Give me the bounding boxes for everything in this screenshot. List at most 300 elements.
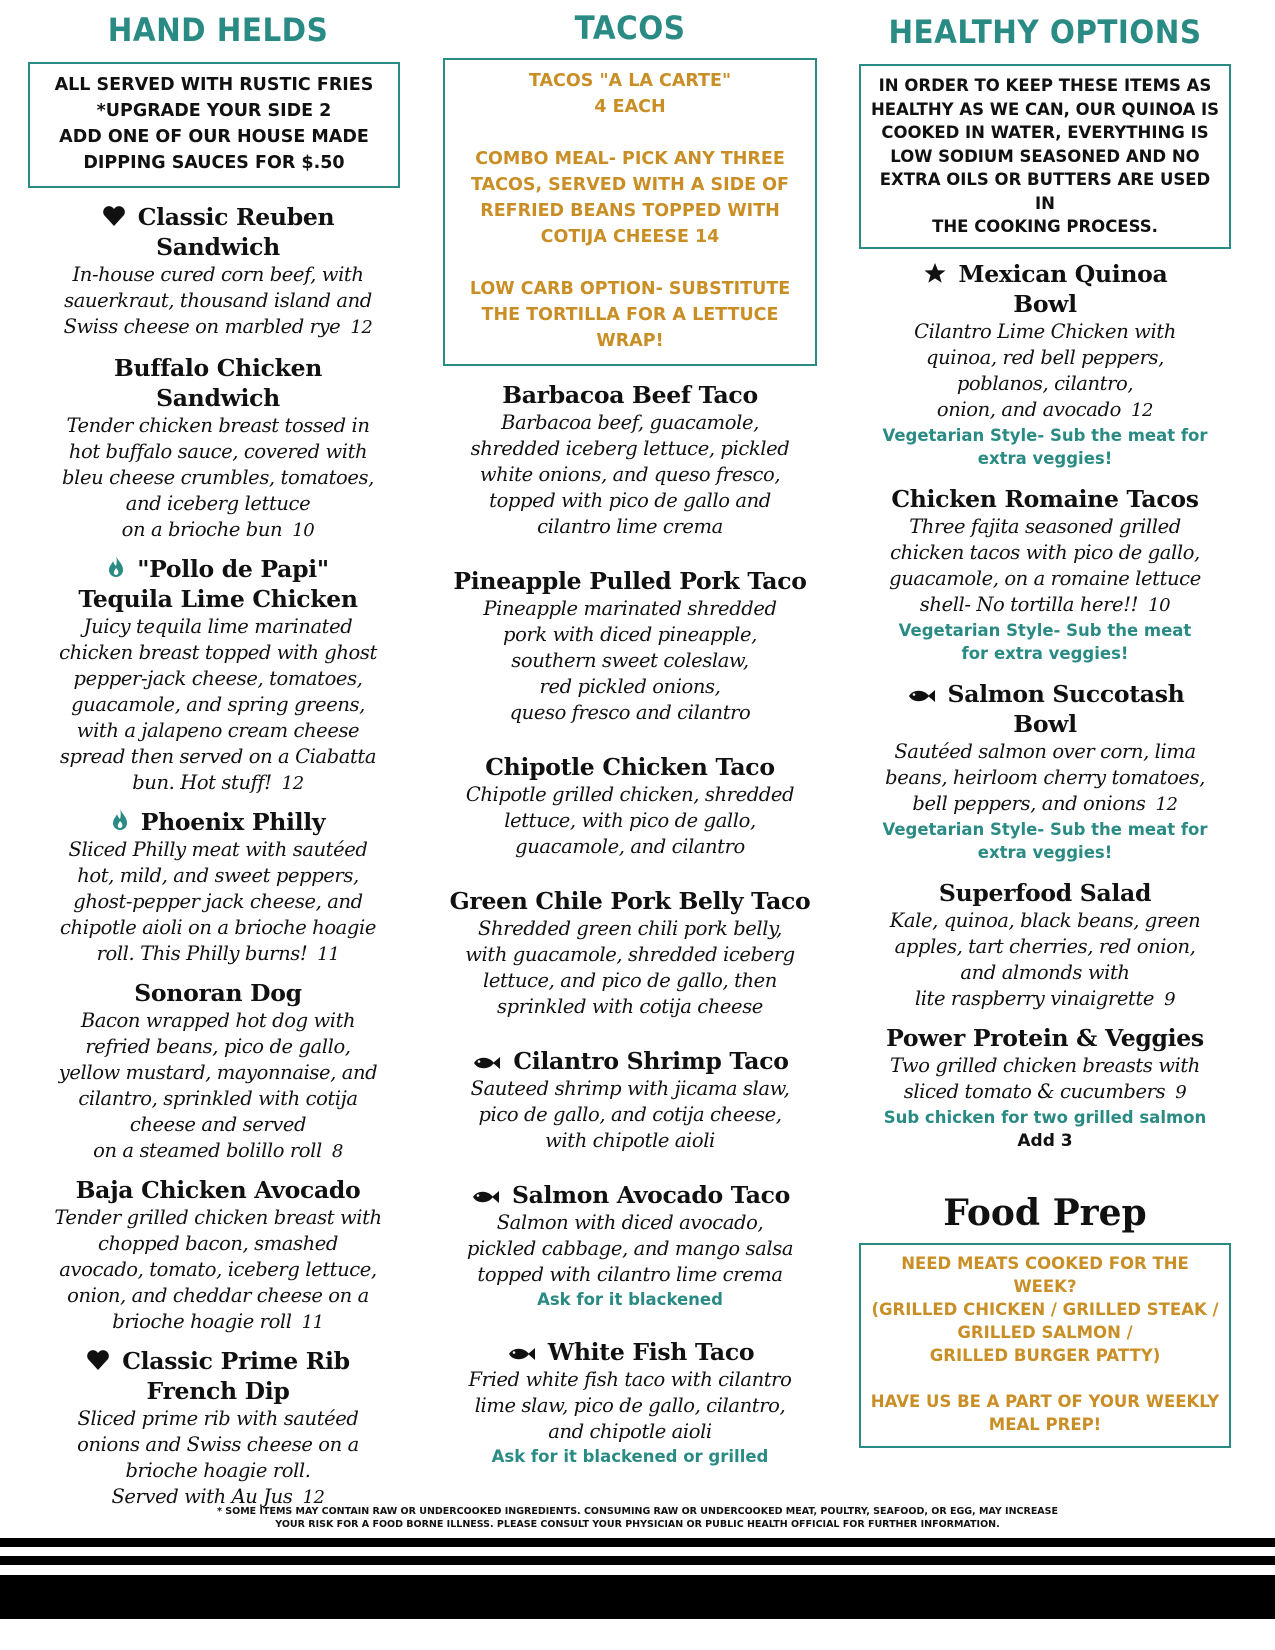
tacos-info-box	[443, 58, 817, 366]
item-price: 12	[1130, 399, 1154, 421]
item-name-text: Bowl	[1013, 709, 1077, 738]
item-description	[850, 739, 1240, 765]
info-line: TACOS, SERVED WITH A SIDE OF	[471, 175, 789, 195]
item-description-text: hot buffalo sauce, covered with	[68, 440, 368, 463]
item-name-text: Sandwich	[156, 384, 280, 412]
item-description	[440, 1102, 820, 1128]
item-description	[28, 614, 408, 640]
info-line: IN ORDER TO KEEP THESE ITEMS AS	[878, 76, 1212, 95]
item-description-text: guacamole, on a romaine lettuce	[889, 566, 1201, 590]
item-description	[28, 744, 408, 770]
item-note: Vegetarian Style- Sub the meat	[898, 620, 1192, 640]
item-description	[28, 1257, 408, 1283]
item-description	[28, 1112, 408, 1138]
item-name-text: "Pollo de Papi"	[137, 555, 329, 583]
item-name-text: Chicken Romaine Tacos	[891, 484, 1199, 513]
footer-stripe-top	[0, 1538, 1275, 1547]
item-description-text: Sliced Philly meat with sautéed	[68, 838, 368, 861]
item-name-text: Tequila Lime Chicken	[78, 585, 358, 613]
item-description	[28, 262, 408, 288]
food-prep-paragraph	[867, 1252, 1223, 1367]
item-description-text: spread then served on a Ciabatta	[59, 745, 377, 768]
menu-item	[28, 353, 408, 544]
item-description	[440, 942, 820, 968]
item-description	[28, 915, 408, 941]
item-description	[28, 1309, 408, 1336]
food-prep-title: Food Prep	[943, 1191, 1147, 1234]
item-description	[440, 1262, 820, 1288]
info-line: EXTRA OILS OR BUTTERS ARE USED IN	[879, 170, 1211, 213]
item-description-text: hot, mild, and sweet peppers,	[77, 864, 359, 887]
item-description-text: Sliced prime rib with sautéed	[77, 1407, 359, 1430]
item-description-text: on a steamed bolillo roll	[93, 1139, 322, 1162]
healthy-items	[850, 259, 1240, 1153]
item-description	[440, 514, 820, 540]
menu-item	[850, 484, 1240, 665]
item-description	[28, 1205, 408, 1231]
item-description	[850, 1079, 1240, 1106]
item-description-text: Salmon with diced avocado,	[496, 1211, 764, 1234]
item-description	[28, 692, 408, 718]
menu-item	[440, 380, 820, 540]
item-description	[440, 1393, 820, 1419]
item-price: 11	[317, 944, 340, 965]
item-description-text: topped with pico de gallo and	[489, 489, 771, 512]
item-description	[850, 371, 1240, 397]
item-description	[850, 791, 1240, 818]
food-prep-line: MEAL PREP!	[988, 1414, 1102, 1434]
item-description	[850, 514, 1240, 540]
item-name-text: Salmon Avocado Taco	[511, 1181, 791, 1209]
item-description-text: Swiss cheese on marbled rye	[63, 315, 341, 338]
info-line: LOW SODIUM SEASONED AND NO	[890, 146, 1200, 166]
item-name-text: Green Chile Pork Belly Taco	[449, 887, 811, 915]
item-description-text: Shredded green chili pork belly,	[478, 917, 782, 940]
food-prep-line: GRILLED SALMON /	[957, 1322, 1133, 1342]
item-price: 12	[350, 317, 373, 338]
menu-item	[440, 752, 820, 860]
food-prep-line: NEED MEATS COOKED FOR THE WEEK?	[901, 1253, 1189, 1296]
item-description	[440, 968, 820, 994]
item-description-text: bun. Hot stuff!	[132, 771, 272, 794]
item-name-text: Salmon Succotash	[947, 679, 1185, 708]
item-name	[850, 878, 1240, 908]
menu-item	[850, 259, 1240, 470]
tacos-items	[440, 380, 820, 1468]
item-name	[28, 1346, 408, 1376]
flame-icon	[107, 555, 125, 579]
menu-item	[28, 1346, 408, 1511]
menu-item	[440, 1337, 820, 1468]
info-line: REFRIED BEANS TOPPED WITH	[480, 201, 780, 221]
disclaimer-line: YOUR RISK FOR A FOOD BORNE ILLNESS. PLEASE CONSULT YOUR PHYSICIAN OR PUBLIC HEALTH OFFICIAL FOR FURTHER INFORMATION.	[275, 1519, 1000, 1530]
item-description	[28, 314, 408, 341]
item-description	[440, 410, 820, 436]
menu-item	[28, 1175, 408, 1336]
info-line: LOW CARB OPTION- SUBSTITUTE	[469, 279, 791, 299]
item-description	[440, 916, 820, 942]
info-line: 4 EACH	[594, 97, 666, 117]
item-name	[28, 807, 408, 837]
info-line: DIPPING SAUCES FOR $.50	[83, 153, 345, 173]
footer-stripe-middle	[0, 1556, 1275, 1565]
menu-item	[440, 1180, 820, 1311]
item-description	[28, 517, 408, 544]
item-description	[440, 622, 820, 648]
info-line: ADD ONE OF OUR HOUSE MADE	[59, 127, 369, 147]
item-note: Vegetarian Style- Sub the meat for	[882, 819, 1208, 839]
item-note: extra veggies!	[977, 842, 1113, 862]
item-description-text: Sauteed shrimp with jicama slaw,	[470, 1077, 790, 1100]
item-description-text: chopped bacon, smashed	[97, 1232, 339, 1255]
item-description-text: Bacon wrapped hot dog with	[80, 1009, 356, 1032]
info-line: COMBO MEAL- PICK ANY THREE	[475, 149, 785, 169]
item-name-text: Chipotle Chicken Taco	[485, 753, 775, 781]
fish-icon	[906, 688, 936, 704]
item-description-text: Served with Au Jus	[111, 1485, 293, 1508]
menu-item	[850, 1023, 1240, 1153]
item-description-text: quinoa, red bell peppers,	[926, 345, 1164, 369]
menu-item	[28, 978, 408, 1165]
info-line: THE COOKING PROCESS.	[932, 217, 1158, 236]
item-description-text: onions and Swiss cheese on a	[77, 1433, 359, 1456]
item-name-text: Mexican Quinoa	[958, 259, 1168, 288]
item-name	[28, 554, 408, 584]
tacos-title: TACOS	[574, 9, 686, 47]
item-description	[850, 566, 1240, 592]
item-description-text: with a jalapeno cream cheese	[76, 719, 360, 742]
item-description	[28, 413, 408, 439]
item-price: 12	[1155, 793, 1178, 815]
fish-icon	[470, 1189, 500, 1205]
item-description	[28, 1283, 408, 1309]
item-description-text: southern sweet coleslaw,	[511, 649, 749, 672]
item-description-text: apples, tart cherries, red onion,	[894, 934, 1196, 958]
item-price: 10	[292, 520, 315, 541]
item-name	[440, 380, 820, 410]
menu-item	[850, 679, 1240, 864]
item-description-text: poblanos, cilantro,	[956, 371, 1134, 395]
item-description	[440, 648, 820, 674]
item-description-text: Kale, quinoa, black beans, green	[889, 908, 1201, 932]
item-description	[28, 288, 408, 314]
item-name-text: Classic Reuben	[137, 203, 335, 231]
item-description-text: guacamole, and spring greens,	[71, 693, 365, 716]
item-name	[440, 752, 820, 782]
item-description	[28, 863, 408, 889]
item-name	[28, 584, 408, 614]
item-name-text: Bowl	[1013, 289, 1077, 318]
item-note: Vegetarian Style- Sub the meat for	[882, 425, 1208, 445]
item-name	[440, 1046, 820, 1076]
item-description-text: onion, and avocado	[936, 397, 1121, 421]
hand-helds-items	[28, 202, 408, 1511]
item-description-text: and almonds with	[960, 960, 1130, 984]
item-description	[440, 1076, 820, 1102]
fish-icon	[471, 1055, 501, 1071]
item-description-text: Cilantro Lime Chicken with	[914, 319, 1176, 343]
item-description-text: Barbacoa beef, guacamole,	[501, 411, 759, 434]
item-description	[850, 319, 1240, 345]
item-description	[850, 960, 1240, 986]
item-name-text: White Fish Taco	[547, 1338, 755, 1366]
item-description	[850, 934, 1240, 960]
item-description	[28, 1034, 408, 1060]
hand-helds-column	[28, 0, 408, 1511]
menu-item	[28, 807, 408, 968]
item-name-text: Baja Chicken Avocado	[75, 1176, 361, 1204]
item-description-text: Tender grilled chicken breast with	[54, 1206, 382, 1229]
item-description-text: onion, and cheddar cheese on a	[67, 1284, 369, 1307]
item-description-text: Tender chicken breast tossed in	[66, 414, 370, 437]
item-description-text: sliced tomato & cucumbers	[903, 1079, 1166, 1103]
item-description	[28, 1060, 408, 1086]
footer-stripe-bottom	[0, 1575, 1275, 1619]
item-description-text: red pickled onions,	[539, 675, 721, 698]
item-description-text: Two grilled chicken breasts with	[890, 1053, 1200, 1077]
item-description-text: beans, heirloom cherry tomatoes,	[885, 765, 1205, 789]
item-description-text: with chipotle aioli	[545, 1129, 715, 1152]
info-paragraph	[451, 68, 809, 120]
menu-item	[850, 878, 1240, 1013]
item-description	[28, 1231, 408, 1257]
item-description	[28, 941, 408, 968]
item-price: 9	[1175, 1081, 1187, 1103]
item-description-text: brioche hoagie roll.	[125, 1459, 311, 1482]
item-description	[28, 439, 408, 465]
item-description	[850, 1053, 1240, 1079]
item-name	[440, 1337, 820, 1367]
item-description	[28, 889, 408, 915]
item-description	[440, 834, 820, 860]
info-line: HEALTHY AS WE CAN, OUR QUINOA IS	[870, 99, 1220, 119]
info-line: COTIJA CHEESE 14	[540, 227, 720, 247]
item-description-text: pickled cabbage, and mango salsa	[466, 1237, 794, 1260]
item-description-text: guacamole, and cilantro	[515, 835, 745, 858]
tacos-column	[440, 0, 820, 1468]
item-name-text: French Dip	[146, 1377, 290, 1405]
disclaimer-line: * SOME ITEMS MAY CONTAIN RAW OR UNDERCOOKED INGREDIENTS. CONSUMING RAW OR UNDERCOOKED MEAT, POULTRY, SEAFOOD, OR EGG, MAY INCREASE	[217, 1506, 1058, 1517]
item-description-text: bleu cheese crumbles, tomatoes,	[62, 466, 374, 489]
item-description-text: white onions, and queso fresco,	[479, 463, 781, 486]
hand-helds-info-box	[28, 62, 400, 188]
item-description-text: Sautéed salmon over corn, lima	[894, 739, 1196, 763]
item-description-text: bell peppers, and onions	[912, 791, 1146, 815]
item-description	[440, 674, 820, 700]
item-description-text: refried beans, pico de gallo,	[85, 1035, 351, 1058]
item-description-text: Juicy tequila lime marinated	[83, 615, 353, 638]
item-description-text: sauerkraut, thousand island and	[64, 289, 372, 312]
item-description-text: lettuce, with pico de gallo,	[504, 809, 756, 832]
item-description	[440, 488, 820, 514]
healthy-options-column	[850, 0, 1240, 1448]
item-description-text: chicken breast topped with ghost	[59, 641, 377, 664]
item-name-text: Superfood Salad	[938, 878, 1152, 907]
item-name	[850, 484, 1240, 514]
item-description	[440, 1210, 820, 1236]
healthy-info-box	[859, 64, 1231, 249]
item-description-text: topped with cilantro lime crema	[477, 1263, 783, 1286]
item-note: extra veggies!	[977, 448, 1113, 468]
item-note: Sub chicken for two grilled salmon	[883, 1107, 1207, 1127]
item-name-text: Classic Prime Rib	[122, 1347, 350, 1375]
item-description-text: brioche hoagie roll	[112, 1310, 292, 1333]
item-name	[440, 566, 820, 596]
info-line: COOKED IN WATER, EVERYTHING IS	[881, 123, 1209, 142]
food-prep-box	[859, 1243, 1231, 1448]
item-note: Ask for it blackened or grilled	[491, 1447, 769, 1466]
item-description	[850, 397, 1240, 424]
menu-item	[28, 202, 408, 341]
item-description-text: with guacamole, shredded iceberg	[465, 943, 795, 966]
item-name-text: Barbacoa Beef Taco	[502, 381, 758, 409]
item-description-text: and chipotle aioli	[548, 1420, 712, 1443]
item-description-text: and iceberg lettuce	[125, 492, 311, 515]
item-name-text: Phoenix Philly	[140, 808, 326, 836]
item-price: 8	[331, 1141, 343, 1162]
item-description-text: cilantro, sprinkled with cotija	[78, 1087, 358, 1110]
item-description-text: avocado, tomato, iceberg lettuce,	[59, 1258, 377, 1281]
item-description	[440, 994, 820, 1020]
item-description	[850, 540, 1240, 566]
menu-item	[440, 886, 820, 1020]
item-description	[440, 1367, 820, 1393]
item-name-text: Sandwich	[156, 233, 280, 261]
item-description-text: yellow mustard, mayonnaise, and	[58, 1061, 378, 1084]
item-description-text: Three fajita seasoned grilled	[909, 514, 1181, 538]
info-line: ALL SERVED WITH RUSTIC FRIES	[54, 75, 374, 95]
item-description-text: lite raspberry vinaigrette	[914, 986, 1155, 1010]
item-description	[440, 782, 820, 808]
item-description-text: cheese and served	[129, 1113, 307, 1136]
item-description	[28, 770, 408, 797]
item-description	[440, 1236, 820, 1262]
item-description	[28, 640, 408, 666]
item-name-text: Buffalo Chicken	[113, 354, 323, 382]
item-description-text: roll. This Philly burns!	[96, 942, 308, 965]
info-line: *UPGRADE YOUR SIDE 2	[96, 101, 332, 121]
item-price: 9	[1164, 988, 1176, 1010]
item-name	[850, 1023, 1240, 1053]
item-note: for extra veggies!	[961, 643, 1129, 663]
item-add-on: Add 3	[1017, 1130, 1073, 1151]
item-name	[28, 353, 408, 383]
item-description	[440, 700, 820, 726]
item-name	[28, 1175, 408, 1205]
item-name	[850, 259, 1240, 289]
item-description	[850, 986, 1240, 1013]
item-description	[440, 808, 820, 834]
item-description-text: queso fresco and cilantro	[509, 701, 751, 724]
item-description-text: pico de gallo, and cotija cheese,	[478, 1103, 782, 1126]
item-description	[28, 1086, 408, 1112]
item-description-text: Chipotle grilled chicken, shredded	[465, 783, 795, 806]
info-line: THE TORTILLA FOR A LETTUCE	[481, 305, 779, 325]
item-description	[440, 1419, 820, 1445]
item-description	[850, 908, 1240, 934]
info-paragraph	[451, 146, 809, 250]
item-price: 12	[281, 773, 304, 794]
item-description	[440, 1128, 820, 1154]
item-name	[440, 886, 820, 916]
item-description-text: shell- No tortilla here!!	[919, 592, 1139, 616]
item-description	[28, 465, 408, 491]
disclaimer	[0, 1505, 1275, 1531]
item-price: 12	[302, 1487, 325, 1508]
item-description-text: lettuce, and pico de gallo, then	[483, 969, 777, 992]
heart-icon	[102, 205, 126, 227]
item-description	[28, 718, 408, 744]
item-description	[28, 1432, 408, 1458]
item-name-text: Power Protein & Veggies	[886, 1023, 1204, 1052]
item-description	[850, 765, 1240, 791]
info-paragraph	[451, 276, 809, 354]
heart-icon	[86, 1349, 110, 1371]
star-icon	[923, 262, 947, 284]
info-line: TACOS "A LA CARTE"	[528, 71, 732, 91]
item-description-text: ghost-pepper jack cheese, and	[73, 890, 363, 913]
item-description	[440, 596, 820, 622]
item-description	[28, 837, 408, 863]
item-description-text: chipotle aioli on a brioche hoagie	[60, 916, 376, 939]
item-description	[440, 436, 820, 462]
food-prep-line: (GRILLED CHICKEN / GRILLED STEAK /	[871, 1299, 1219, 1319]
item-description-text: In-house cured corn beef, with	[72, 263, 364, 286]
food-prep-line: HAVE US BE A PART OF YOUR WEEKLY	[870, 1391, 1220, 1411]
info-line: WRAP!	[596, 331, 664, 351]
item-description	[28, 1406, 408, 1432]
item-name	[28, 978, 408, 1008]
item-name	[28, 1376, 408, 1406]
item-description-text: pork with diced pineapple,	[503, 623, 757, 646]
menu-item	[440, 566, 820, 726]
flame-icon	[111, 808, 129, 832]
hand-helds-title: HAND HELDS	[107, 11, 329, 49]
menu-item	[28, 554, 408, 797]
item-name-text: Sonoran Dog	[134, 979, 302, 1007]
food-prep-paragraph	[867, 1390, 1223, 1436]
item-name-text: Cilantro Shrimp Taco	[513, 1047, 789, 1075]
item-name	[28, 232, 408, 262]
item-description-text: chicken tacos with pico de gallo,	[890, 540, 1200, 564]
item-description	[440, 462, 820, 488]
item-note: Ask for it blackened	[537, 1290, 723, 1309]
item-description-text: on a brioche bun	[121, 518, 283, 541]
item-description	[850, 345, 1240, 371]
item-description	[850, 592, 1240, 619]
item-name	[440, 1180, 820, 1210]
item-description-text: pepper-jack cheese, tomatoes,	[73, 667, 363, 690]
item-name	[850, 709, 1240, 739]
item-description	[28, 1008, 408, 1034]
item-name-text: Pineapple Pulled Pork Taco	[453, 567, 807, 595]
item-description-text: Fried white fish taco with cilantro	[468, 1368, 792, 1391]
item-name	[850, 679, 1240, 709]
item-price: 11	[301, 1312, 324, 1333]
item-description-text: cilantro lime crema	[537, 515, 723, 538]
item-price: 10	[1148, 594, 1171, 616]
food-prep-line: GRILLED BURGER PATTY)	[929, 1345, 1161, 1365]
item-description-text: shredded iceberg lettuce, pickled	[470, 437, 790, 460]
item-description-text: sprinkled with cotija cheese	[497, 995, 763, 1018]
fish-icon	[506, 1346, 536, 1362]
item-description	[28, 1138, 408, 1165]
item-name	[28, 202, 408, 232]
item-name	[850, 289, 1240, 319]
item-name	[28, 383, 408, 413]
item-description-text: Pineapple marinated shredded	[483, 597, 777, 620]
item-description	[28, 491, 408, 517]
